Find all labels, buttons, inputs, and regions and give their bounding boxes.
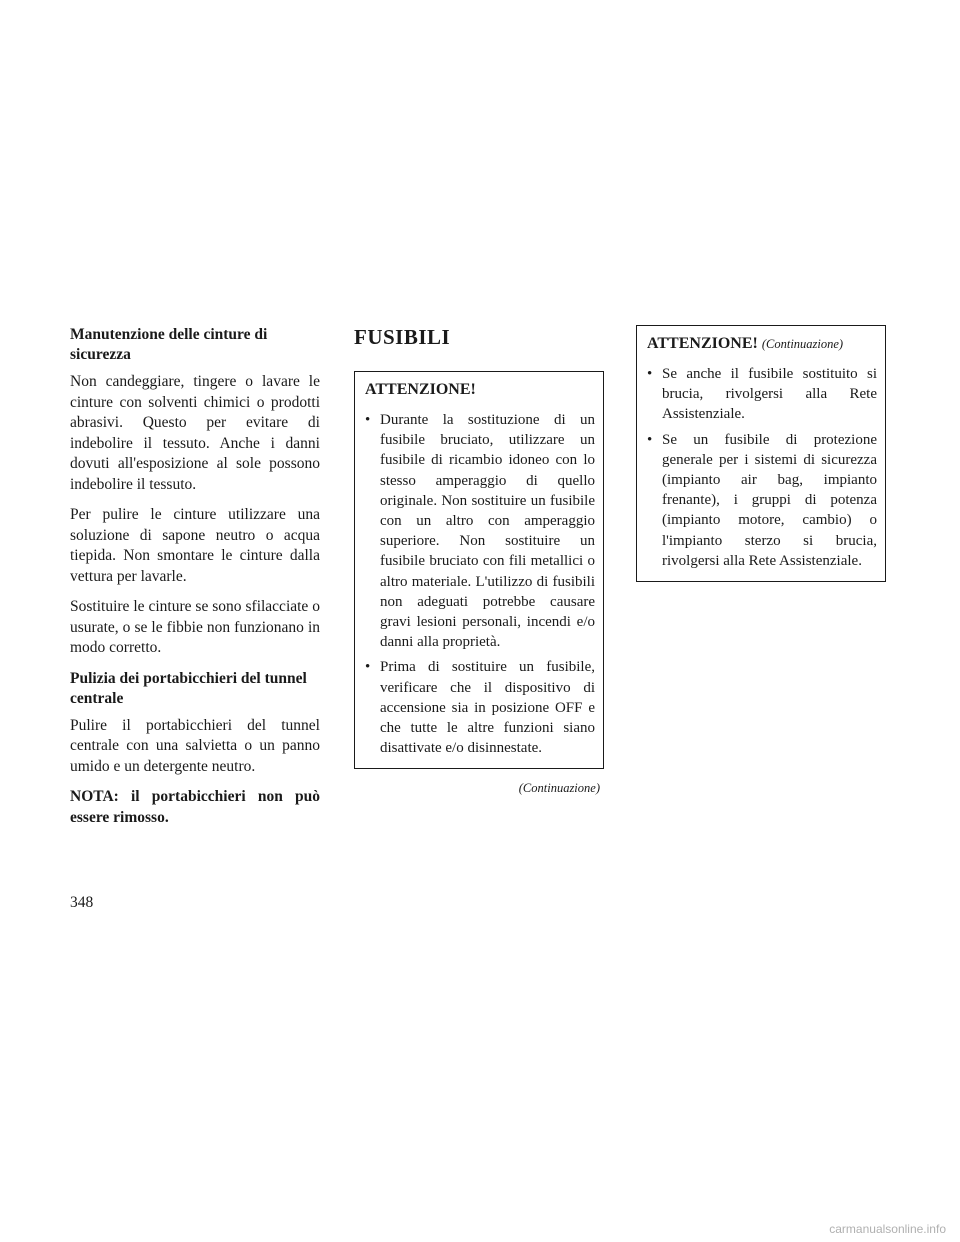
- column-right: [636, 325, 886, 582]
- note-text: NOTA: il portabicchieri non può essere rimosso.: [70, 788, 320, 826]
- paragraph: Non candeggiare, tingere o lavare le cinture con solventi chimici o prodotti abrasivi. Questo per evitare di indebolire il tessuto. Anche i danni dovuti all'esposizione al sole possono indebolire il tessuto.: [70, 373, 320, 493]
- heading-cupholder-cleaning: Pulizia dei portabicchieri del tunnel centrale: [70, 669, 307, 707]
- warning-box-continued: [636, 325, 886, 582]
- bullet-icon: •: [365, 412, 371, 428]
- watermark: carmanualsonline.info: [829, 1222, 946, 1236]
- paragraph: Per pulire le cinture utilizzare una soluzione di sapone neutro o acqua tiepida. Non smontare le cinture dalla vettura per lavarle.: [70, 506, 320, 585]
- warning-list: [365, 410, 595, 758]
- bullet-icon: •: [647, 431, 653, 448]
- warning-title: ATTENZIONE!: [365, 381, 476, 398]
- warning-item: • Se un fusibile di protezione generale per i sistemi di sicurezza (impianto air bag, impianto frenante), i gruppi di potenza (impianto motore, cambio) o l'impianto sterzo si brucia, rivolgersi alla Rete Assistenziale.: [647, 431, 877, 569]
- column-left: [70, 325, 320, 828]
- bullet-icon: •: [647, 366, 653, 382]
- warning-item: • Prima di sostituire un fusibile, verificare che il dispositivo di accensione sia in posizione OFF e che tutte le altre funzioni siano disattivate e/o disinnestate.: [365, 659, 595, 757]
- column-middle: [354, 325, 604, 796]
- page-number: 348: [70, 894, 94, 911]
- warning-box: [354, 371, 604, 769]
- paragraph: Sostituire le cinture se sono sfilacciate o usurate, o se le fibbie non funzionano in modo corretto.: [70, 598, 320, 656]
- warning-title: ATTENZIONE! (Continuazione): [647, 335, 844, 352]
- warning-item: • Se anche il fusibile sostituito si brucia, rivolgersi alla Rete Assistenziale.: [647, 366, 877, 423]
- heading-seatbelt-maintenance: Manutenzione delle cinture di sicurezza: [70, 326, 268, 363]
- continued-label: (Continuazione): [518, 781, 600, 796]
- warning-item: • Durante la sostituzione di un fusibile bruciato, utilizzare un fusibile di ricambio idoneo con lo stesso amperaggio di quello originale. Non sostituire un fusibile con un altro con amperaggio superiore. Non sostituire un fusibile bruciato con fili metallici o altro materiale. L'utilizzo di fusibili non adeguati potrebbe causare gravi lesioni personali, incendi e/o danni alla proprietà.: [365, 412, 595, 651]
- bullet-icon: •: [365, 659, 371, 676]
- section-title-fusibili: FUSIBILI: [354, 325, 451, 349]
- paragraph: Pulire il portabicchieri del tunnel centrale con una salvietta o un panno umido e un detergente neutro.: [70, 716, 320, 775]
- warning-list: [647, 364, 877, 571]
